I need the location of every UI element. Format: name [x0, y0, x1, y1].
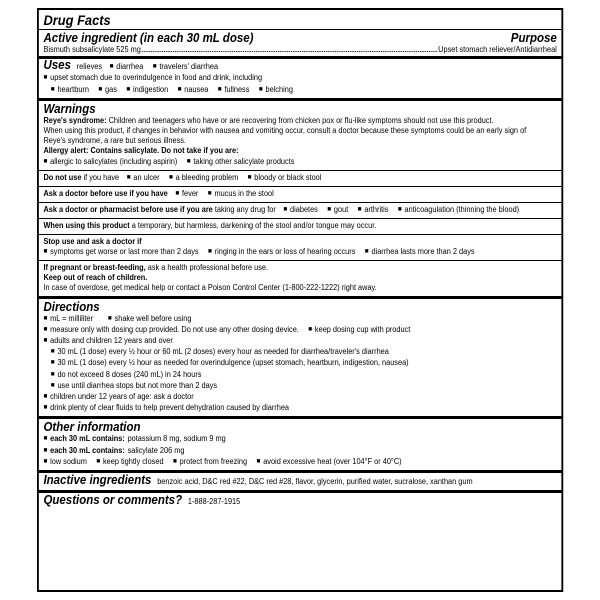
other-info-item: ■ avoid excessive heat (over 104°F or 40°C) — [257, 457, 402, 466]
direction-subitem: ■ use until diarrhea stops but not more than 2 days — [51, 381, 217, 390]
direction-subitem: ■ 30 mL (1 dose) every ½ hour or 60 mL (2 doses) every hour as needed for diarrhea/traveler's diarrhea — [51, 347, 389, 356]
ask-pharmacist-text: taking any drug for — [214, 205, 276, 215]
inactive-ingredients-heading: Inactive ingredients — [43, 473, 152, 488]
uses-item: ■ travelers' diarrhea — [153, 62, 218, 71]
direction-item: ■ measure only with dosing cup provided. Do not use any other dosing device. — [43, 325, 298, 334]
keep-out-of-reach: Keep out of reach of children. — [43, 273, 148, 283]
ask-pharmacist-item: ■ anticoagulation (thinning the blood) — [398, 205, 519, 214]
ask-pharmacist-item: ■ diabetes — [283, 205, 317, 214]
directions-section — [39, 296, 562, 417]
overdose-text: In case of overdose, get medical help or contact a Poison Control Center (1-800-222-1222) right away. — [43, 283, 377, 293]
do-not-use-item: ■ an ulcer — [127, 173, 160, 182]
leader-dots — [142, 51, 438, 52]
uses-subitem: ■ nausea — [178, 85, 209, 94]
other-info-item: ■ keep tightly closed — [96, 457, 163, 466]
uses-heading: Uses — [43, 58, 71, 73]
uses-subitem: ■ heartburn — [51, 85, 89, 94]
direction-subitem: ■ do not exceed 8 doses (240 mL) in 24 hours — [51, 370, 202, 379]
active-ingredient-heading: Active ingredient (in each 30 mL dose) — [43, 31, 254, 45]
inactive-ingredients-text: benzoic acid, D&C red #22, D&C red #28, flavor, glycerin, purified water, sucralose, xanthan gum — [157, 477, 473, 487]
stop-use-item: ■ symptoms get worse or last more than 2 days — [43, 247, 198, 256]
other-info-text: potassium 8 mg, sodium 9 mg — [127, 434, 226, 444]
do-not-use-label: Do not use — [43, 172, 82, 182]
when-using-label: When using this product — [43, 221, 130, 231]
do-not-use-item: ■ bloody or black stool — [248, 173, 322, 182]
uses-subitem: ■ belching — [259, 85, 293, 94]
direction-item: ■ mL = milliliter — [43, 314, 93, 323]
inactive-ingredients-section — [39, 470, 562, 490]
uses-subitem: ■ fullness — [218, 85, 250, 94]
direction-item: ■ adults and children 12 years and over — [43, 336, 172, 345]
drug-facts-panel — [37, 8, 563, 592]
panel-title: Drug Facts — [43, 12, 111, 28]
allergy-item: ■ allergic to salicylates (including aspirin) — [43, 157, 177, 166]
when-using-text: a temporary, but harmless, darkening of the stool and/or tongue may occur. — [131, 221, 377, 231]
direction-item: ■ shake well before using — [108, 314, 192, 323]
direction-item: ■ drink plenty of clear fluids to help prevent dehydration caused by diarrhea — [43, 403, 289, 412]
reye-text: Children and teenagers who have or are recovering from chicken pox or flu-like symptoms should not use this product. — [108, 115, 494, 125]
other-information-heading: Other information — [43, 420, 141, 435]
do-not-use-item: ■ a bleeding problem — [169, 173, 238, 182]
ask-doctor-item: ■ mucus in the stool — [208, 189, 274, 198]
direction-subitem: ■ 30 mL (1 dose) every ½ hour as needed for overindulgence (upset stomach, heartburn, indigestion, nausea) — [51, 358, 409, 367]
allergy-item: ■ taking other salicylate products — [187, 157, 295, 166]
uses-intro: relieves — [76, 62, 103, 72]
other-info-text: salicylate 206 mg — [127, 445, 185, 455]
stop-use — [39, 234, 562, 258]
uses-subitem: ■ indigestion — [126, 85, 168, 94]
other-information-section — [39, 416, 562, 470]
do-not-use — [39, 170, 562, 184]
reye-text-3: Reye's syndrome, a rare but serious illness. — [43, 136, 186, 146]
stop-use-item: ■ diarrhea lasts more than 2 days — [365, 247, 475, 256]
other-info-label: ■ each 30 mL contains: — [43, 434, 124, 443]
directions-heading: Directions — [43, 299, 100, 314]
purpose-text: Upset stomach reliever/Antidiarrheal — [438, 45, 557, 54]
uses-item: ■ diarrhea — [110, 62, 144, 71]
other-info-item: ■ protect from freezing — [173, 457, 247, 466]
active-ingredient-section — [39, 29, 562, 56]
ask-doctor — [39, 186, 562, 200]
allergy-alert: Allergy alert: Contains salicylate. Do not take if you are: — [43, 146, 239, 156]
active-ingredient-name: Bismuth subsalicylate 525 mg — [43, 45, 141, 54]
stop-use-item: ■ ringing in the ears or loss of hearing occurs — [208, 247, 355, 256]
warnings-section — [39, 98, 562, 296]
reye-text-2: When using this product, if changes in behavior with nausea and vomiting occur, consult a doctor because these symptoms could be an early sign of — [43, 126, 527, 136]
questions-phone: 1-888-287-1915 — [187, 497, 241, 507]
ask-pharmacist-item: ■ arthritis — [358, 205, 389, 214]
ask-pharmacist — [39, 202, 562, 216]
questions-heading: Questions or comments? — [43, 493, 183, 508]
do-not-use-text: if you have — [83, 172, 120, 182]
purpose-heading: Purpose — [510, 31, 557, 45]
ask-pharmacist-item: ■ gout — [327, 205, 348, 214]
pregnancy-label: If pregnant or breast-feeding, — [43, 263, 146, 273]
ask-doctor-label: Ask a doctor before use if you have — [43, 189, 168, 199]
uses-subitem: ■ gas — [98, 85, 117, 94]
other-info-item: ■ low sodium — [43, 457, 86, 466]
stop-use-label: Stop use and ask a doctor if — [43, 236, 142, 246]
reye-label: Reye's syndrome: — [43, 115, 107, 125]
other-info-label: ■ each 30 mL contains: — [43, 446, 124, 455]
direction-item: ■ keep dosing cup with product — [308, 325, 410, 334]
pregnancy-and-reach — [39, 260, 562, 294]
ask-doctor-item: ■ fever — [175, 189, 198, 198]
uses-item: ■ upset stomach due to overindulgence in food and drink, including — [43, 73, 262, 82]
when-using — [39, 218, 562, 231]
title-section — [39, 10, 562, 29]
ask-pharmacist-label: Ask a doctor or pharmacist before use if you are — [43, 205, 213, 215]
warnings-heading: Warnings — [43, 101, 96, 116]
uses-section — [39, 56, 562, 98]
direction-item: ■ children under 12 years of age: ask a doctor — [43, 392, 193, 401]
questions-section — [39, 490, 562, 510]
pregnancy-text: ask a health professional before use. — [147, 263, 269, 273]
